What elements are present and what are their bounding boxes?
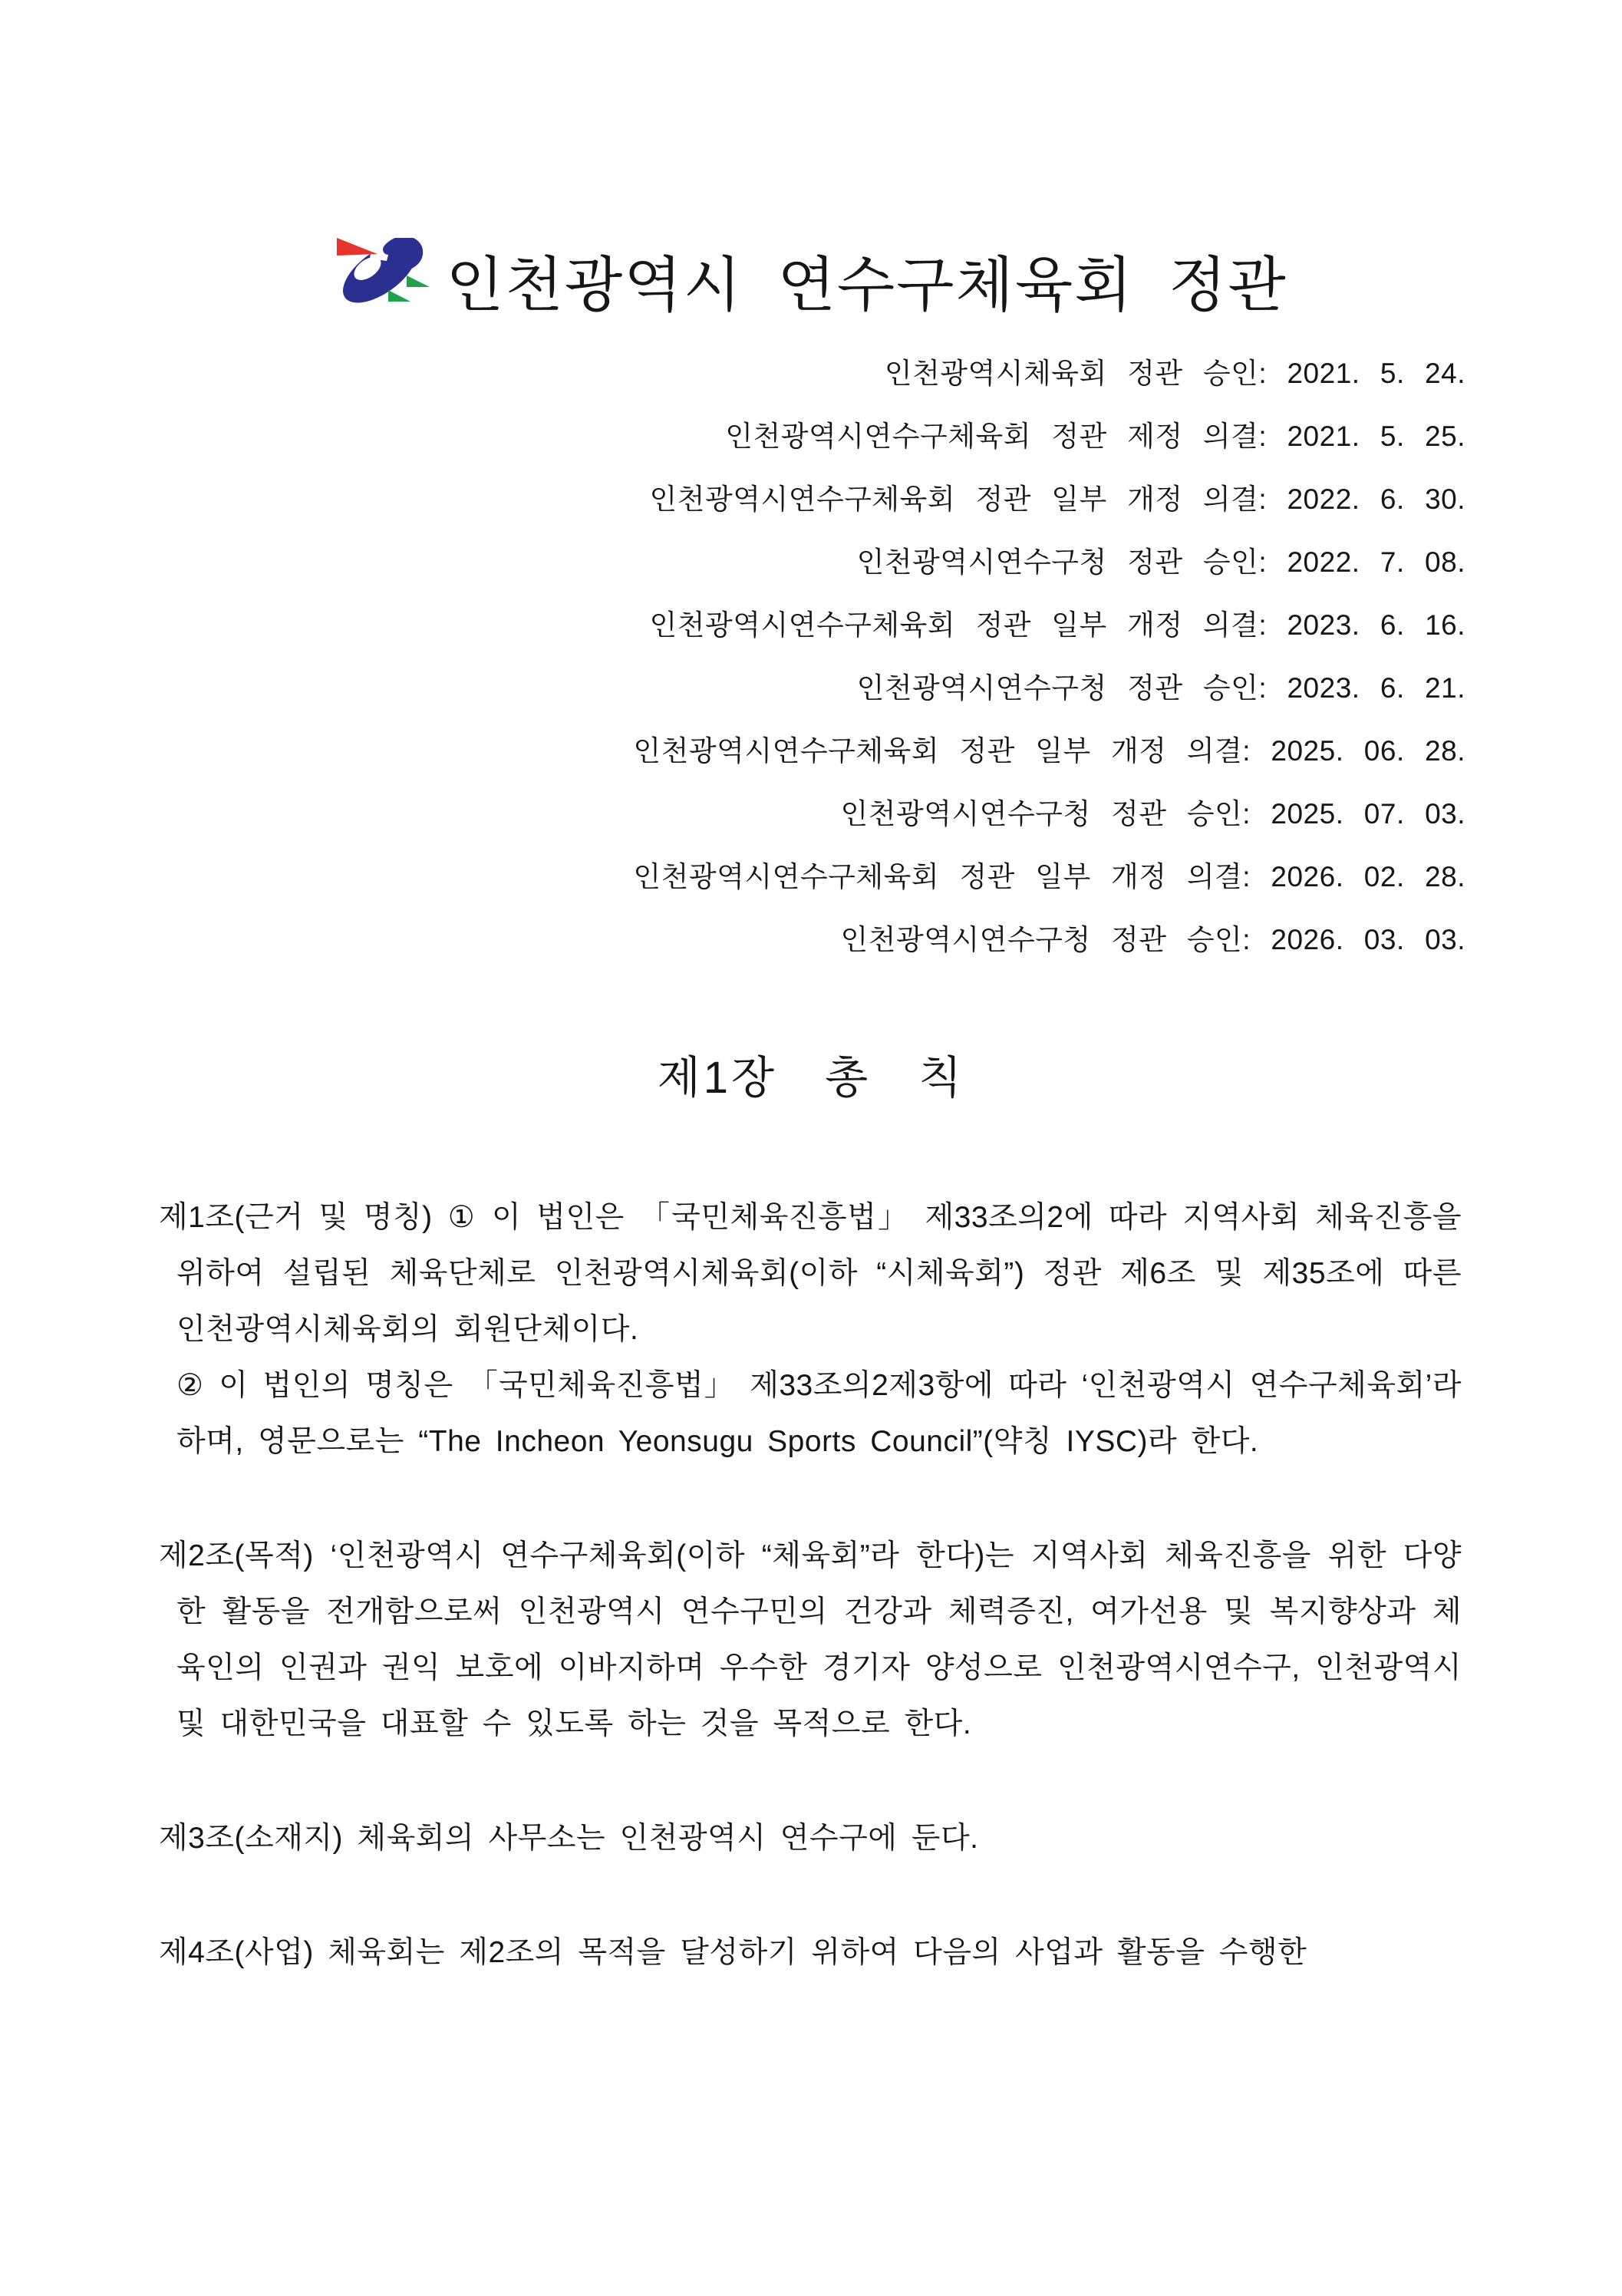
revision-history-entry: 인천광역시체육회 정관 승인: 2021. 5. 24.	[884, 358, 1465, 389]
revision-history-entry: 인천광역시연수구체육회 정관 일부 개정 의결: 2023. 6. 16.	[649, 609, 1465, 641]
article-3: 제3조(소재지) 체육회의 사무소는 인천광역시 연수구에 둔다.	[159, 1822, 979, 1855]
sports-council-logo-icon	[335, 238, 438, 322]
revision-history	[0, 342, 1622, 972]
article-2: 제2조(목적) ‘인천광역시 연수구체육회(이하 “체육회”라 한다)는 지역사회 체육진흥을 위한 다양한 활동을 전개함으로써 인천광역시 연수구민의 건강과 체력증진, 여가선용 및 복지향상과 체육인의 인권과 권익 보호에 이바지하며 우수한 경기자 양성으로 인천광역시연수구, 인천광역시 및 대한민국을 대표할 수 있도록 하는 것을 목적으로 한다.	[159, 1539, 1462, 1740]
article-4: 제4조(사업) 체육회는 제2조의 목적을 달성하기 위하여 다음의 사업과 활동을 수행한	[159, 1936, 1307, 1969]
revision-history-entry: 인천광역시연수구체육회 정관 제정 의결: 2021. 5. 25.	[725, 421, 1465, 452]
revision-history-entry: 인천광역시연수구체육회 정관 일부 개정 의결: 2022. 6. 30.	[649, 483, 1465, 515]
document-header	[0, 230, 1622, 330]
document-title: 인천광역시 연수구체육회 정관	[446, 251, 1287, 318]
revision-history-entry: 인천광역시연수구청 정관 승인: 2026. 03. 03.	[840, 924, 1465, 955]
revision-history-entry: 인천광역시연수구청 정관 승인: 2025. 07. 03.	[840, 798, 1465, 830]
articles-body	[0, 1189, 1622, 1981]
sports-council-logo-graphic	[335, 238, 438, 322]
revision-history-entry: 인천광역시연수구청 정관 승인: 2022. 7. 08.	[856, 546, 1465, 578]
article-1: 제1조(근거 및 명칭) ① 이 법인은 「국민체육진흥법」 제33조의2에 따라 지역사회 체육진흥을 위하여 설립된 체육단체로 인천광역시체육회(이하 “시체육회”) 정관 제6조 및 제35조에 따른 인천광역시체육회의 회원단체이다.	[159, 1201, 1462, 1346]
chapter-heading: 제1장 총 칙	[657, 1053, 965, 1103]
revision-history-entry: 인천광역시연수구체육회 정관 일부 개정 의결: 2025. 06. 28.	[633, 735, 1465, 767]
revision-history-entry: 인천광역시연수구체육회 정관 일부 개정 의결: 2026. 02. 28.	[633, 861, 1465, 892]
revision-history-entry: 인천광역시연수구청 정관 승인: 2023. 6. 21.	[856, 672, 1465, 704]
article-1-clause-2: ② 이 법인의 명칭은 「국민체육진흥법」 제33조의2제3항에 따라 ‘인천광역시 연수구체육회’라 하며, 영문으로는 “The Incheon Yeonsugu Sports Council”(약칭 IYSC)라 한다.	[176, 1369, 1462, 1458]
